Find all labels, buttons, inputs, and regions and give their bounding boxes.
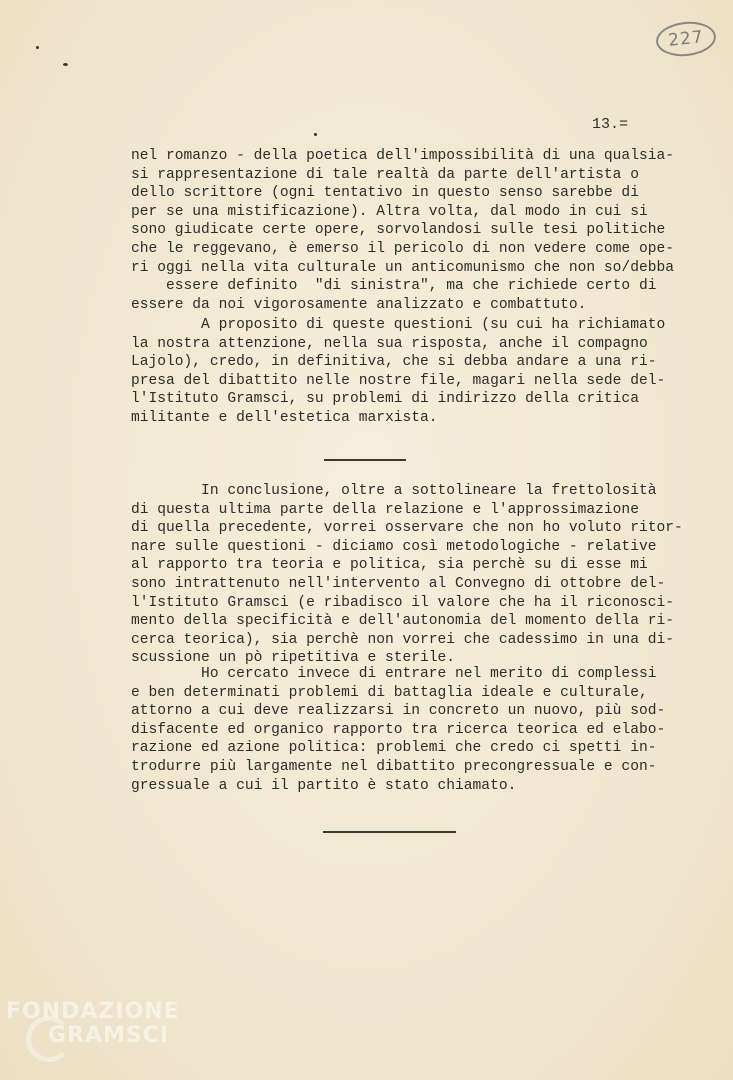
watermark-line-1: FONDAZIONE — [6, 999, 180, 1024]
archive-watermark — [6, 1000, 180, 1048]
page-number: 13.= — [592, 116, 629, 133]
closing-separator — [323, 831, 456, 833]
paragraph-1: nel romanzo - della poetica dell'impossibilità di una qualsia- si rappresentazione di tale realtà da parte dell'artista o dello scrittore (ogni tentativo in questo senso sarebbe di per se una mistificazione). Altra volta, dal modo in cui si sono giudicate certe opere, sorvolandosi sulle tesi politiche che le reggevano, è emerso il pericolo di non vedere come ope- ri oggi nella vita culturale un anticomunismo che non so/debba essere definito "di sinistra", ma che richiede certo di essere da noi vigorosamente analizzato e combattuto. — [131, 148, 674, 313]
paper-speck — [36, 46, 39, 49]
section-separator — [324, 459, 406, 461]
archive-number-stamp — [654, 19, 717, 59]
paragraph-3: In conclusione, oltre a sottolineare la frettolosità di questa ultima parte della relazione e l'approssimazione di quella precedente, vorrei osservare che non ho voluto ritor- nare sulle questioni - diciamo così metodologiche - relative al rapporto tra teoria e politica, sia perchè su di esse mi sono intrattenuto nell'intervento al Convegno di ottobre del- l'Istituto Gramsci (e ribadisco il valore che ha il riconosci- mento della specificità e dell'autonomia del momento della ri- cerca teorica), sia perchè non vorrei che cadessimo in una di- scussione un pò ripetitiva e sterile. — [131, 483, 683, 667]
paper-speck — [63, 63, 68, 66]
watermark-line-2: GRAMSCI — [48, 1023, 170, 1048]
paper-speck — [314, 133, 317, 136]
paragraph-2: A proposito di queste questioni (su cui ha richiamato la nostra attenzione, nella sua risposta, anche il compagno Lajolo), credo, in definitiva, che si debba andare a una ri- presa del dibattito nelle nostre file, magari nella sede del- l'Istituto Gramsci, su problemi di indirizzo della critica militante e dell'estetica marxista. — [131, 317, 666, 426]
paragraph-4: Ho cercato invece di entrare nel merito di complessi e ben determinati problemi di battaglia ideale e culturale, attorno a cui deve realizzarsi in concreto un nuovo, più sod- disfacente ed organico rapporto tra ricerca teorica ed elabo- razione ed azione politica: problemi che credo ci spetti in- trodurre più largamente nel dibattito precongressuale e con- gressuale a cui il partito è stato chiamato. — [131, 666, 666, 794]
archive-number: 227 — [667, 27, 705, 51]
